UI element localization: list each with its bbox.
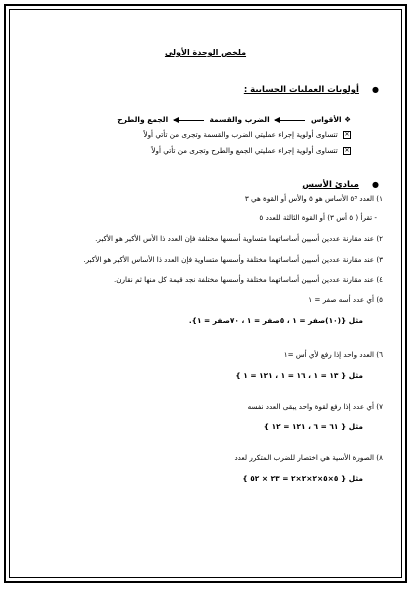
rule-line: ٢) عند مقارنة عددين أسيين أساساتهما متساوية أسسها مختلفة فإن العدد ذا الأس الأكبر هو الأكبر. — [95, 234, 383, 243]
note-line — [151, 146, 351, 155]
checkbox-icon: ✕ — [344, 131, 350, 138]
rule-line: ٦) العدد واحد إذا رفع لأي أس =١ — [283, 350, 383, 359]
chain-step: الضرب والقسمة — [209, 115, 270, 124]
rule-line: ٤) عند مقارنة عددين أسيين أساساتهما مختلفة وأسسها مختلفة نجد قيمة كل منها ثم نقارن. — [113, 275, 383, 284]
priority-chain — [117, 115, 351, 124]
example-line: مثل { ١٣ = ١ ، ١٦ = ١ ، ١٢١ = ١ } — [235, 371, 363, 380]
note-text: تتساوى أولوية إجراء عمليتي الضرب والقسمة وتجرى من تأتي أولاً — [143, 130, 338, 139]
arrow-left-icon — [174, 120, 204, 121]
arrow-left-icon — [275, 120, 305, 121]
chain-step: الأقواس — [310, 115, 342, 124]
rule-line: ٧) أي عدد إذا رفع لقوة واحد يبقى العدد نفسه — [247, 402, 383, 411]
chain-step: الجمع والطرح — [117, 115, 169, 124]
example-line: مثل { ٥×٥×٢×٢×٢ = ٢٣ × ٥٢ } — [242, 474, 363, 483]
document-page — [12, 12, 399, 575]
section-exponents-heading — [302, 172, 379, 191]
diamond-bullet-icon: ❖ — [344, 115, 351, 124]
note-text: تتساوى أولوية إجراء عمليتي الجمع والطرح وتجرى من تأتي أولاً — [151, 146, 338, 155]
section-priorities-heading — [244, 77, 379, 96]
note-line — [143, 130, 351, 139]
bullet-icon: ● — [372, 85, 379, 94]
example-line: مثل { ٦١ = ٦ ، ١٢١ = ١٢ } — [263, 422, 363, 431]
page-title: ملخص الوحدة الأولى — [164, 48, 247, 57]
rule-line: ٣) عند مقارنة عددين أسيين أساساتهما مختلفة وأسسها متساوية فإن العدد ذا الأساس الأكبر هو الأكبر. — [83, 255, 383, 264]
checkbox-icon: ✕ — [344, 147, 350, 154]
section-heading: مبادئ الأسس — [302, 180, 359, 190]
rule-line: ٥) أي عدد أسه صفر = ١ — [308, 295, 383, 304]
section-heading: أولويات العمليات الحسابية : — [243, 85, 359, 95]
rule-line: ٨) الصورة الأسية هي اختصار للضرب المتكرر لعدد — [234, 453, 383, 462]
example-line: مثل {(١٠)صفر = ١ ، ٥صفر = ١ ، ٧٠صفر = ١}. — [188, 316, 363, 325]
rule-line: ١) العدد ٥³ الأساس هو ٥ والأس أو القوة هي ٣ — [244, 194, 383, 203]
rule-line: - تقرأ ( ٥ أس ٣) أو القوة الثالثة للعدد ٥ — [259, 213, 377, 222]
bullet-icon: ● — [372, 180, 379, 189]
